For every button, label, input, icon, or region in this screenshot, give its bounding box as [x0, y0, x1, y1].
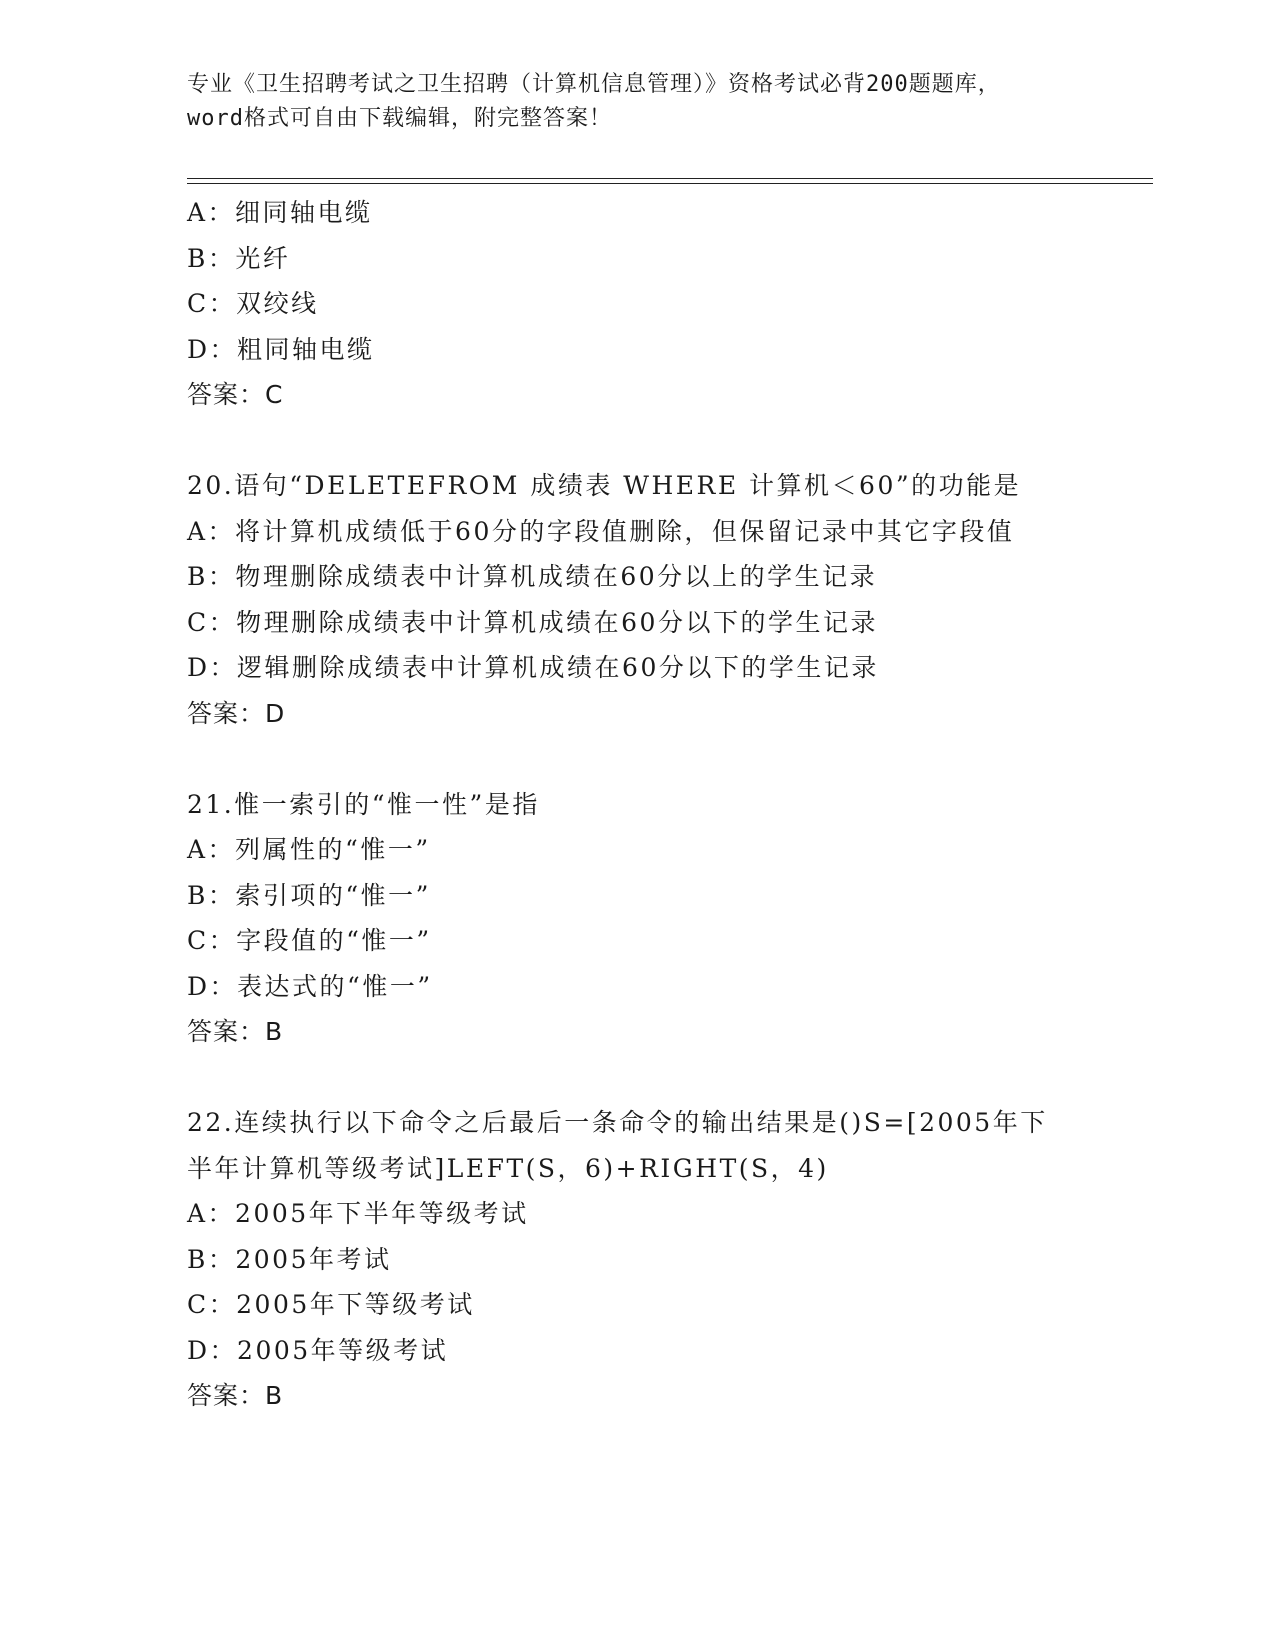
option-d: D：粗同轴电缆: [187, 334, 375, 364]
option-d: D：表达式的“惟一”: [187, 971, 433, 1001]
answer-line: 答案：B: [187, 1381, 284, 1410]
question-text-line-2: 半年计算机等级考试]LEFT(S，6)+RIGHT(S，4): [187, 1153, 829, 1183]
spacer: [187, 1055, 1153, 1101]
document-header: [187, 68, 1087, 136]
question-text-line-1: 22.连续执行以下命令之后最后一条命令的输出结果是()S=[2005年下: [187, 1108, 1048, 1137]
header-divider-bottom: [187, 183, 1153, 184]
option-b: B：索引项的“惟一”: [187, 880, 431, 910]
option-d: D：2005年等级考试: [187, 1335, 449, 1365]
question-list: [187, 190, 1153, 1419]
answer-line: 答案：B: [187, 1017, 284, 1046]
spacer: [187, 418, 1153, 464]
question-block-19: [187, 190, 1153, 418]
question-block-22: [187, 1100, 1153, 1419]
option-b: B：物理删除成绩表中计算机成绩在60分以上的学生记录: [187, 562, 878, 591]
option-a: A：细同轴电缆: [187, 198, 373, 227]
option-b: B：2005年考试: [187, 1244, 392, 1274]
option-c: C：双绞线: [187, 289, 319, 318]
option-a: A：2005年下半年等级考试: [187, 1199, 529, 1228]
spacer: [187, 736, 1153, 782]
question-block-20: [187, 463, 1153, 736]
header-line-1: 专业《卫生招聘考试之卫生招聘（计算机信息管理）》资格考试必背200题题库，: [187, 72, 1001, 97]
question-text: 20.语句“DELETEFROM 成绩表 WHERE 计算机＜60”的功能是: [187, 471, 1022, 500]
question-block-21: [187, 782, 1153, 1055]
header-line-2: word格式可自由下载编辑，附完整答案！: [187, 106, 612, 131]
option-c: C：字段值的“惟一”: [187, 926, 432, 955]
option-c: C：物理删除成绩表中计算机成绩在60分以下的学生记录: [187, 607, 878, 637]
answer-line: 答案：C: [187, 380, 284, 409]
option-b: B：光纤: [187, 243, 291, 273]
answer-line: 答案：D: [187, 698, 286, 728]
option-a: A：将计算机成绩低于60分的字段值删除，但保留记录中其它字段值: [187, 516, 1015, 546]
question-text: 21.惟一索引的“惟一性”是指: [187, 789, 540, 819]
option-a: A：列属性的“惟一”: [187, 835, 431, 864]
option-c: C：2005年下等级考试: [187, 1290, 475, 1319]
header-divider-top: [187, 178, 1153, 179]
option-d: D：逻辑删除成绩表中计算机成绩在60分以下的学生记录: [187, 653, 879, 682]
